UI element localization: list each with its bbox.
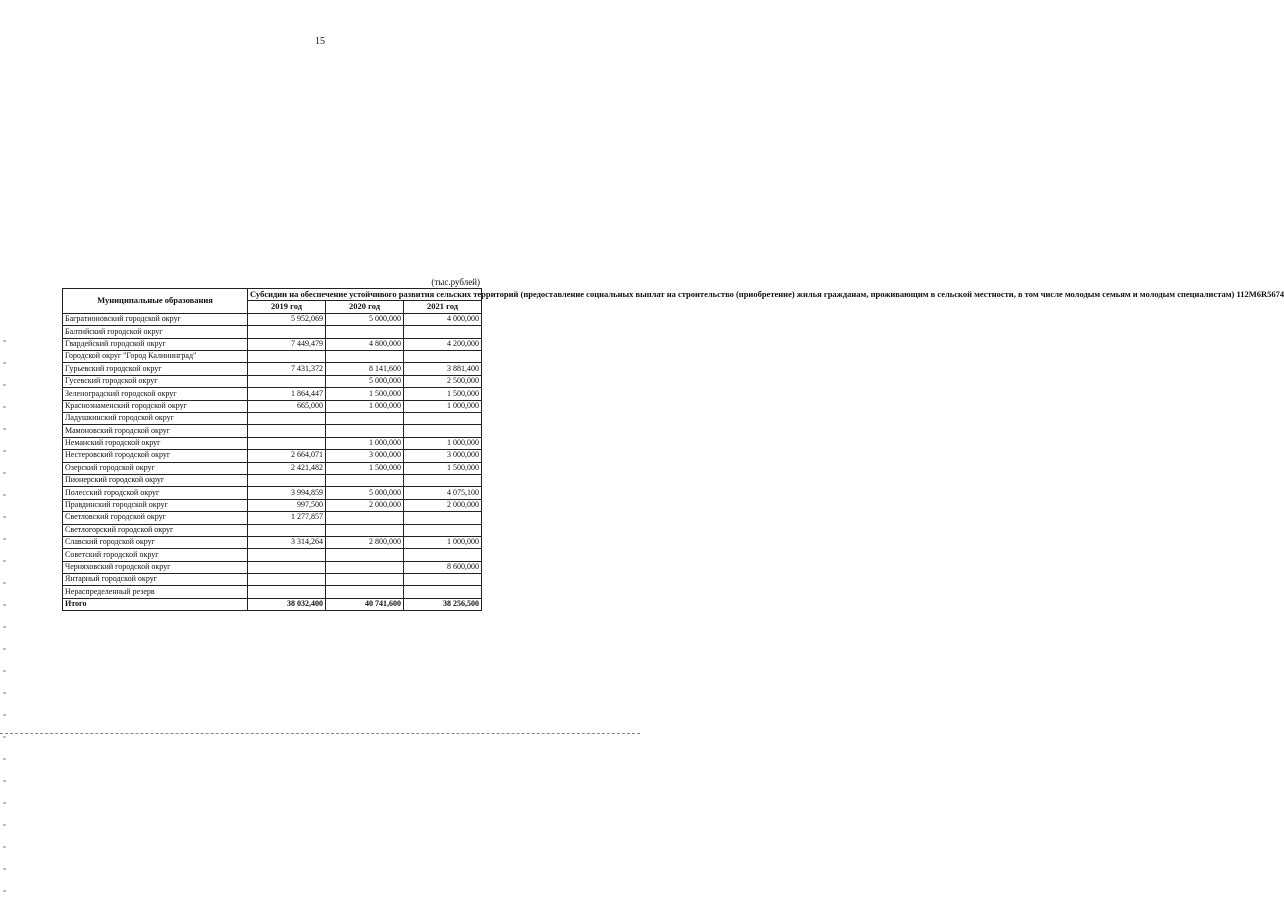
row-value-2021: 3 881,400 [404, 363, 482, 375]
page-number: 15 [315, 36, 325, 47]
row-value-2020 [326, 326, 404, 338]
row-name-cell: Янтарный городской округ [63, 574, 248, 586]
row-value-2019: 7 431,372 [248, 363, 326, 375]
row-name-cell: Краснознаменский городской округ [63, 400, 248, 412]
row-value-2019: 3 994,859 [248, 487, 326, 499]
row-value-2019: 2 421,482 [248, 462, 326, 474]
row-value-2021 [404, 512, 482, 524]
row-name-cell: Светловский городской округ [63, 512, 248, 524]
row-value-2019 [248, 326, 326, 338]
row-value-2021: 3 000,000 [404, 450, 482, 462]
row-value-2020 [326, 549, 404, 561]
row-value-2020: 5 000,000 [326, 313, 404, 325]
row-value-2020 [326, 512, 404, 524]
table-row [63, 536, 482, 548]
row-name-cell: Неманский городской округ [63, 437, 248, 449]
row-value-2021 [404, 326, 482, 338]
table-row [63, 313, 482, 325]
row-value-2019: 997,500 [248, 499, 326, 511]
row-name-cell: Правдинский городской округ [63, 499, 248, 511]
table-row [63, 437, 482, 449]
table-row [63, 425, 482, 437]
row-value-2021 [404, 549, 482, 561]
row-value-2019 [248, 437, 326, 449]
row-name-cell: Гурьевский городской округ [63, 363, 248, 375]
row-value-2021 [404, 425, 482, 437]
row-value-2019 [248, 574, 326, 586]
row-value-2019 [248, 524, 326, 536]
row-name-cell: Мамоновский городской округ [63, 425, 248, 437]
table-row [63, 487, 482, 499]
table-row [63, 474, 482, 486]
scan-artifact-line [0, 733, 640, 734]
row-name-cell: Советский городской округ [63, 549, 248, 561]
table-body [63, 313, 482, 610]
row-value-2021 [404, 351, 482, 363]
year-header-2021: 2021 год [404, 301, 482, 313]
row-value-2020 [326, 574, 404, 586]
row-name-cell: Гусевский городской округ [63, 375, 248, 387]
row-value-2020: 1 000,000 [326, 400, 404, 412]
row-value-2019 [248, 375, 326, 387]
row-value-2019: 3 314,264 [248, 536, 326, 548]
year-header-2020: 2020 год [326, 301, 404, 313]
row-value-2020: 2 000,000 [326, 499, 404, 511]
row-value-2019 [248, 474, 326, 486]
row-name-cell: Нераспределенный резерв [63, 586, 248, 598]
year-header-2019: 2019 год [248, 301, 326, 313]
column-header-municipalities: Муниципальные образования [63, 289, 248, 314]
table-row [63, 375, 482, 387]
subsidy-table [62, 288, 1284, 611]
row-value-2020: 5 000,000 [326, 375, 404, 387]
row-value-2020 [326, 561, 404, 573]
table-row [63, 462, 482, 474]
table-row [63, 586, 482, 598]
row-value-2020: 5 000,000 [326, 487, 404, 499]
row-name-cell: Итого [63, 598, 248, 610]
row-value-2019 [248, 412, 326, 424]
row-value-2021: 4 000,000 [404, 313, 482, 325]
row-value-2020 [326, 524, 404, 536]
table-row [63, 338, 482, 350]
row-value-2019 [248, 561, 326, 573]
table-row [63, 388, 482, 400]
table-row [63, 512, 482, 524]
row-name-cell: Светлогорский городской округ [63, 524, 248, 536]
row-value-2019: 2 664,071 [248, 450, 326, 462]
row-value-2019 [248, 425, 326, 437]
table-row [63, 450, 482, 462]
row-name-cell: Городской округ "Город Калининград" [63, 351, 248, 363]
row-value-2020: 1 500,000 [326, 462, 404, 474]
row-value-2019: 1 277,857 [248, 512, 326, 524]
row-value-2021 [404, 474, 482, 486]
row-name-cell: Нестеровский городской округ [63, 450, 248, 462]
row-name-cell: Ладушкинский городской округ [63, 412, 248, 424]
row-value-2021: 8 600,000 [404, 561, 482, 573]
row-value-2021: 1 000,000 [404, 437, 482, 449]
row-value-2021 [404, 524, 482, 536]
row-value-2020: 40 741,600 [326, 598, 404, 610]
row-name-cell: Гвардейский городской округ [63, 338, 248, 350]
row-value-2021 [404, 412, 482, 424]
table-row [63, 524, 482, 536]
table-row [63, 326, 482, 338]
row-value-2019: 5 952,069 [248, 313, 326, 325]
row-value-2019 [248, 351, 326, 363]
row-name-cell: Балтийский городской округ [63, 326, 248, 338]
table-row [63, 499, 482, 511]
row-value-2019: 38 032,400 [248, 598, 326, 610]
row-name-cell: Пионерский городской округ [63, 474, 248, 486]
row-value-2019: 7 449,479 [248, 338, 326, 350]
row-value-2019: 665,000 [248, 400, 326, 412]
table-row [63, 549, 482, 561]
table-row [63, 400, 482, 412]
column-header-subsidy: Субсидии на обеспечение устойчивого развития сельских территорий (предоставление социальных выплат на строительство (приобретение) жилья гражданам, проживающим в сельской местности, в том числе молодым семьям и молодым специалистам) 112M6R5674 [248, 289, 482, 301]
row-value-2019: 1 864,447 [248, 388, 326, 400]
row-value-2021: 1 500,000 [404, 462, 482, 474]
table-total-row [63, 598, 482, 610]
row-value-2021: 4 075,100 [404, 487, 482, 499]
scan-margin-dots [3, 340, 6, 900]
row-value-2021: 1 000,000 [404, 536, 482, 548]
row-name-cell: Багратионовский городской округ [63, 313, 248, 325]
row-name-cell: Черняховский городской округ [63, 561, 248, 573]
row-value-2021: 38 256,500 [404, 598, 482, 610]
row-value-2021 [404, 574, 482, 586]
row-value-2020: 4 800,000 [326, 338, 404, 350]
row-value-2019 [248, 586, 326, 598]
row-value-2020: 8 141,600 [326, 363, 404, 375]
row-name-cell: Озерский городской округ [63, 462, 248, 474]
table-row [63, 574, 482, 586]
table-row [63, 412, 482, 424]
row-value-2021: 4 200,000 [404, 338, 482, 350]
table-header-row [63, 289, 482, 301]
row-value-2020 [326, 586, 404, 598]
row-value-2021: 1 500,000 [404, 388, 482, 400]
units-label: (тыс.рублей) [431, 277, 480, 287]
row-value-2020 [326, 474, 404, 486]
row-value-2020: 3 000,000 [326, 450, 404, 462]
row-value-2019 [248, 549, 326, 561]
row-value-2020 [326, 425, 404, 437]
row-value-2020: 1 000,000 [326, 437, 404, 449]
row-name-cell: Славский городской округ [63, 536, 248, 548]
row-value-2021: 1 000,000 [404, 400, 482, 412]
row-name-cell: Полесский городской округ [63, 487, 248, 499]
row-value-2021: 2 500,000 [404, 375, 482, 387]
row-value-2020: 1 500,000 [326, 388, 404, 400]
table-row [63, 363, 482, 375]
row-value-2021: 2 000,000 [404, 499, 482, 511]
row-value-2020 [326, 351, 404, 363]
table-row [63, 351, 482, 363]
row-value-2020 [326, 412, 404, 424]
row-value-2020: 2 800,000 [326, 536, 404, 548]
row-name-cell: Зеленоградский городской округ [63, 388, 248, 400]
table-row [63, 561, 482, 573]
row-value-2021 [404, 586, 482, 598]
